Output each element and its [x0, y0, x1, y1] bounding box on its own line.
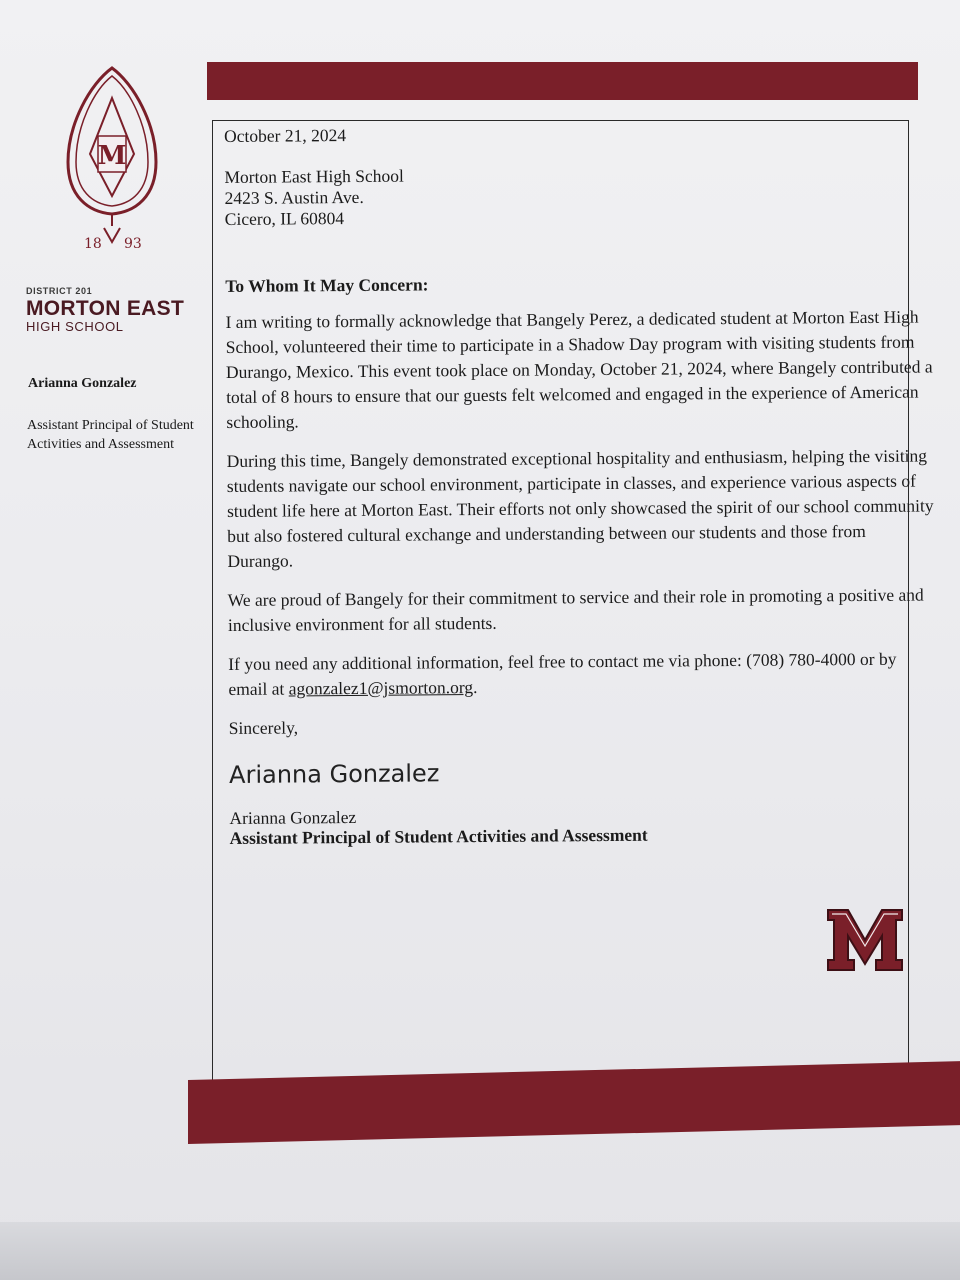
school-name: MORTON EAST: [26, 297, 185, 320]
school-seal-icon: [64, 64, 160, 254]
school-subtitle: HIGH SCHOOL: [26, 319, 124, 334]
svg-text:18: 18: [84, 236, 102, 252]
m-logo-icon: [826, 906, 904, 974]
address-line-1: Morton East High School: [224, 165, 404, 187]
sender-title: Assistant Principal of Student Activities and Assessment: [27, 418, 194, 452]
school-brand: [26, 286, 184, 334]
signer-title: Assistant Principal of Student Activities and Assessment: [229, 824, 648, 848]
paragraph-4-end: .: [473, 677, 478, 698]
page-edge: [0, 1222, 960, 1280]
sender-name: Arianna Gonzalez: [28, 376, 137, 391]
svg-text:93: 93: [124, 236, 142, 252]
salutation: To Whom It May Concern:: [225, 274, 429, 296]
letter-body: [224, 118, 938, 848]
paragraph-1: I am writing to formally acknowledge that Bangely Perez, a dedicated student at Morton East High School, volunteered their time to participate in a Shadow Day program with visiting students from Durango, Mexico. This event took place on Monday, October 21, 2024, where Bangely contributed a total of 8 hours to ensure that our guests felt welcomed and engaged in the experience of American schooling.: [225, 306, 933, 432]
paragraph-2: During this time, Bangely demonstrated exceptional hospitality and enthusiasm, helping the visiting students navigate our school environment, participate in classes, and experience various aspects of student life here at Morton East. Their efforts not only showcased the spirit of our school community but also fostered cultural exchange and understanding between our students and those from Durango.: [226, 445, 934, 571]
address-line-3: Cicero, IL 60804: [224, 208, 345, 229]
closing: Sincerely,: [228, 717, 299, 738]
paragraph-3: We are proud of Bangely for their commitment to service and their role in promoting a positive and inclusive environment for all students.: [227, 584, 924, 635]
signature: Arianna Gonzalez: [229, 759, 440, 789]
paragraph-4: [228, 646, 936, 702]
email-link[interactable]: agonzalez1@jsmorton.org: [288, 677, 474, 699]
top-maroon-bar: [207, 62, 918, 100]
district-label: DISTRICT 201: [26, 286, 93, 296]
paragraph-4-text: If you need any additional information, feel free to contact me via phone: (708) 780-4000 or by email at: [228, 648, 897, 699]
letter-date: October 21, 2024: [224, 125, 347, 146]
svg-text:M: M: [97, 141, 127, 171]
seal-year: [84, 232, 146, 252]
signer-name: Arianna Gonzalez: [229, 806, 357, 828]
address-line-2: 2423 S. Austin Ave.: [224, 186, 364, 208]
